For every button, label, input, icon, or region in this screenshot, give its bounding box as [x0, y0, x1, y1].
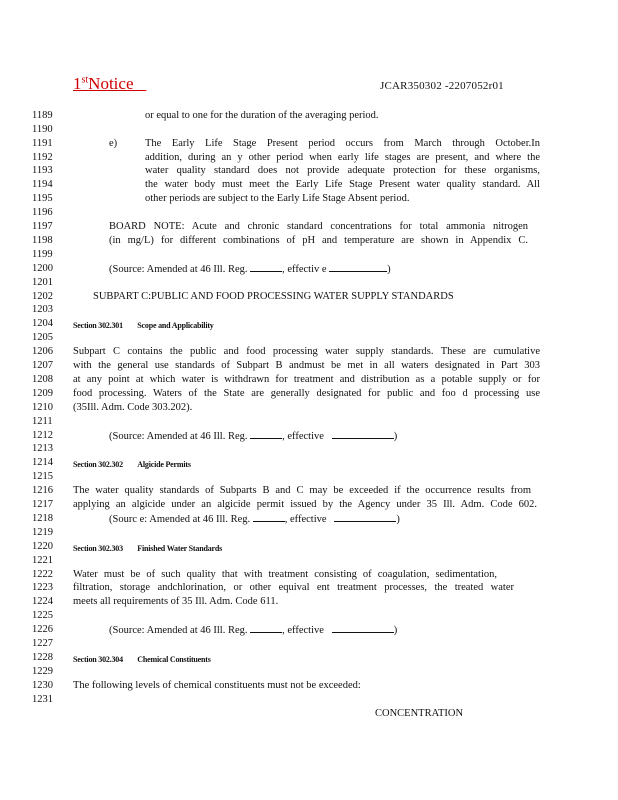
line-number: 1212	[32, 430, 53, 441]
line-number: 1207	[32, 360, 53, 371]
blank-line	[250, 429, 282, 439]
blank-line	[329, 262, 387, 272]
line-number: 1195	[32, 193, 53, 204]
line-number: 1213	[32, 443, 53, 454]
source-note: (Source: Amended at 46 Ill. Reg. , effective )	[109, 625, 398, 636]
line-number: 1193	[32, 165, 53, 176]
line-number: 1206	[32, 346, 53, 357]
line-number: 1203	[32, 304, 53, 315]
line-number: 1194	[32, 179, 53, 190]
notice-title	[73, 74, 146, 94]
body-line: The water quality standards of Subparts B and C may be exceeded if the occurrence results from	[73, 485, 531, 496]
line-number: 1191	[32, 138, 53, 149]
line-number: 1218	[32, 513, 53, 524]
blank-line	[334, 512, 396, 522]
body-line: with the general use standards of Subpart B andmust be met in all waters designated in Part 303	[73, 360, 540, 371]
concentration-column-heading: CONCENTRATION	[375, 708, 464, 719]
source-note: (Sourc e: Amended at 46 Ill. Reg. , effective )	[109, 514, 400, 525]
list-item-e-line: water quality standard does not provide adequate protection for these organisms,	[145, 165, 540, 176]
blank-line	[253, 512, 285, 522]
blank-line	[250, 262, 282, 272]
body-line: Water must be of such quality that with treatment consisting of coagulation, sedimentation,	[73, 569, 497, 580]
line-number: 1200	[32, 263, 53, 274]
line-number: 1211	[32, 416, 53, 427]
document-code: JCAR350302 -2207052r01	[380, 80, 504, 92]
line-number: 1220	[32, 541, 53, 552]
blank-line	[250, 623, 282, 633]
list-item-e-line: The Early Life Stage Present period occurs from March through October.In	[145, 138, 540, 149]
line-number: 1209	[32, 388, 53, 399]
line-number: 1201	[32, 277, 53, 288]
line-number: 1228	[32, 652, 53, 663]
list-label-e: e)	[109, 138, 118, 149]
line-number: 1231	[32, 694, 53, 705]
list-item-e-line: addition, during an y other period when early life stages are present, and where the	[145, 152, 540, 163]
subpart-heading: SUBPART C:PUBLIC AND FOOD PROCESSING WATER SUPPLY STANDARDS	[93, 291, 454, 302]
paragraph-continuation: or equal to one for the duration of the averaging period.	[145, 110, 379, 121]
body-line: applying an algicide under an algicide permit issued by the Agency under 35 Ill. Adm. Code 602.	[73, 499, 537, 510]
source-note: (Source: Amended at 46 Ill. Reg. , effectiv e )	[109, 264, 391, 275]
blank-line	[332, 623, 394, 633]
section-heading: Section 302.303 Finished Water Standards	[73, 544, 223, 553]
line-number: 1198	[32, 235, 53, 246]
notice-superscript: st	[81, 74, 89, 86]
line-number: 1197	[32, 221, 53, 232]
section-heading: Section 302.301 Scope and Applicability	[73, 321, 214, 330]
line-number: 1230	[32, 680, 53, 691]
board-note-line: (in mg/L) for different combinations of pH and temperature are shown in Appendix C.	[109, 235, 528, 246]
line-number: 1216	[32, 485, 53, 496]
body-line: filtration, storage andchlorination, or other equival ent treatment processes, the treated water	[73, 582, 514, 593]
body-line: (35Ill. Adm. Code 303.202).	[73, 402, 193, 413]
line-number: 1222	[32, 569, 53, 580]
line-number: 1204	[32, 318, 53, 329]
line-number: 1217	[32, 499, 53, 510]
line-number: 1224	[32, 596, 53, 607]
line-number: 1210	[32, 402, 53, 413]
line-number: 1202	[32, 291, 53, 302]
line-number: 1225	[32, 610, 53, 621]
notice-word: Notice	[88, 74, 134, 93]
section-heading: Section 302.304 Chemical Constituents	[73, 655, 211, 664]
blank-line	[332, 429, 394, 439]
line-number: 1215	[32, 471, 53, 482]
notice-number: 1	[73, 74, 82, 93]
line-number: 1199	[32, 249, 53, 260]
list-item-e-line: other periods are subject to the Early Life Stage Absent period.	[145, 193, 410, 204]
line-number: 1190	[32, 124, 53, 135]
line-number: 1214	[32, 457, 53, 468]
line-number: 1226	[32, 624, 53, 635]
line-number: 1223	[32, 582, 53, 593]
line-number: 1192	[32, 152, 53, 163]
body-line: meets all requirements of 35 Ill. Adm. Code 611.	[73, 596, 279, 607]
body-line: Subpart C contains the public and food processing water supply standards. These are cumulative	[73, 346, 540, 357]
body-line: The following levels of chemical constituents must not be exceeded:	[73, 680, 361, 691]
line-number: 1227	[32, 638, 53, 649]
line-number: 1189	[32, 110, 53, 121]
line-number: 1208	[32, 374, 53, 385]
board-note-line: BOARD NOTE: Acute and chronic standard concentrations for total ammonia nitrogen	[109, 221, 528, 232]
line-number: 1196	[32, 207, 53, 218]
line-number: 1205	[32, 332, 53, 343]
body-line: at any point at which water is withdrawn for treatment and distribution as a potable supply or for	[73, 374, 540, 385]
line-number: 1229	[32, 666, 53, 677]
section-heading: Section 302.302 Algicide Permits	[73, 460, 191, 469]
list-item-e-line: the water body must meet the Early Life Stage Present water quality standard. All	[145, 179, 540, 190]
source-note: (Source: Amended at 46 Ill. Reg. , effective )	[109, 431, 398, 442]
body-line: food processing. Waters of the State are generally designated for public and foo d processing use	[73, 388, 540, 399]
line-number: 1221	[32, 555, 53, 566]
line-number: 1219	[32, 527, 53, 538]
